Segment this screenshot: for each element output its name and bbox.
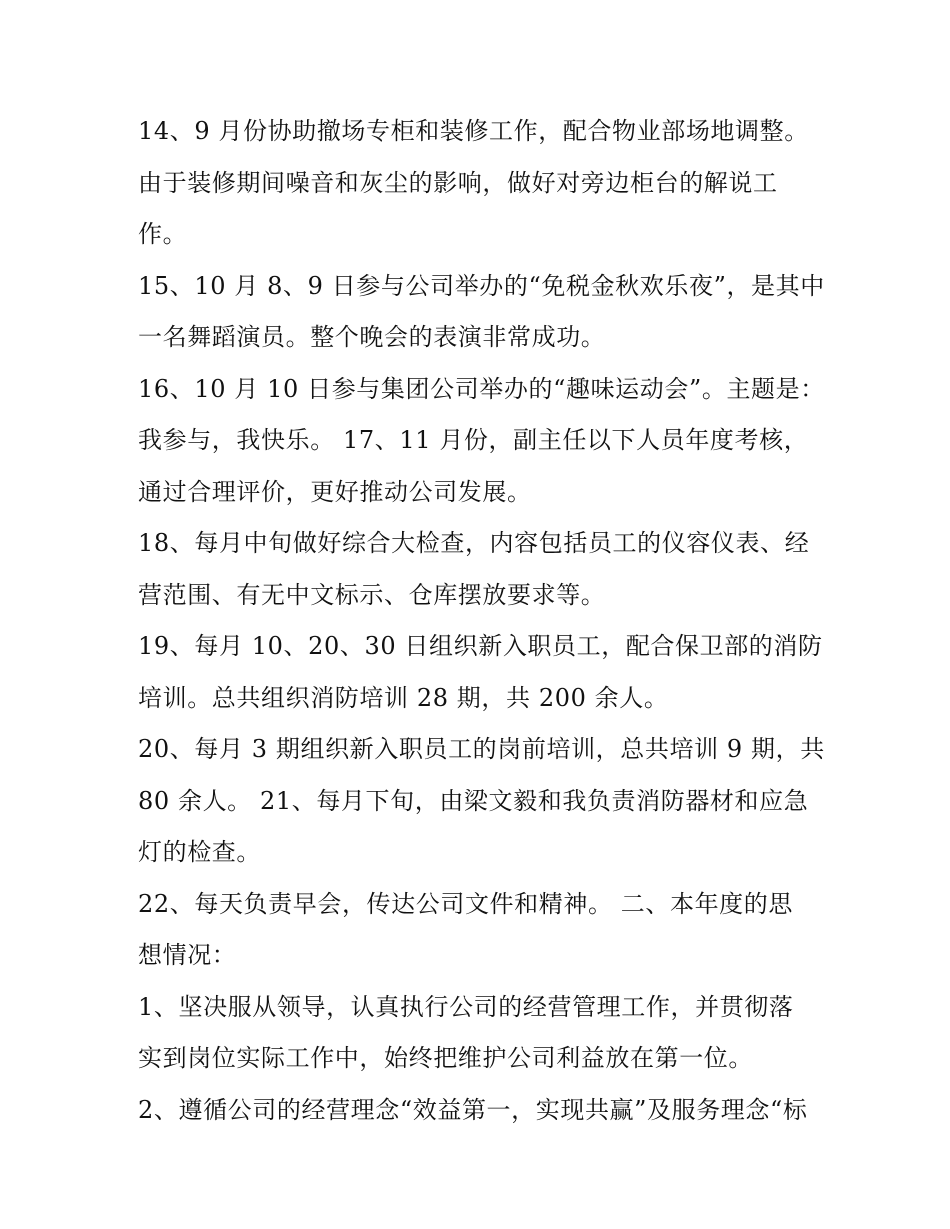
text-line: 19、每月 10、20、30 日组织新入职员工，配合保卫部的消防 [138, 632, 823, 660]
text-line: 通过合理评价，更好推动公司发展。 [138, 477, 532, 506]
text-line: 2、遵循公司的经营理念“效益第一，实现共赢”及服务理念“标 [138, 1095, 808, 1124]
text-line: 22、每天负责早会，传达公司文件和精神。 二、本年度的思 [138, 889, 793, 918]
document-body [138, 106, 825, 1136]
text-line: 16、10 月 10 日参与集团公司举办的“趣味运动会”。主题是： [138, 374, 825, 403]
text-line: 想情况： [138, 941, 237, 969]
text-line: 20、每月 3 期组织新入职员工的岗前培训，总共培训 9 期，共 [138, 735, 825, 763]
text-line: 我参与，我快乐。 17、11 月份，副主任以下人员年度考核， [138, 426, 809, 454]
text-line: 1、坚决服从领导，认真执行公司的经营管理工作，并贯彻落 [138, 992, 794, 1021]
text-line: 18、每月中旬做好综合大检查，内容包括员工的仪容仪表、经 [138, 529, 810, 557]
text-line: 实到岗位实际工作中，始终把维护公司利益放在第一位。 [138, 1044, 753, 1072]
text-line: 灯的检查。 [138, 838, 261, 866]
text-line: 营范围、有无中文标示、仓库摆放要求等。 [138, 580, 606, 609]
text-line: 培训。总共组织消防培训 28 期，共 200 余人。 [138, 683, 669, 712]
text-line: 14、9 月份协助撤场专柜和装修工作，配合物业部场地调整。 [138, 117, 809, 145]
text-line: 由于装修期间噪音和灰尘的影响，做好对旁边柜台的解说工 [138, 168, 778, 197]
text-line: 15、10 月 8、9 日参与公司举办的“免税金秋欢乐夜”，是其中 [138, 271, 825, 300]
text-line: 80 余人。 21、每月下旬，由梁文毅和我负责消防器材和应急 [138, 786, 809, 815]
text-line: 作。 [138, 220, 188, 248]
text-line: 一名舞蹈演员。整个晚会的表演非常成功。 [138, 323, 606, 351]
